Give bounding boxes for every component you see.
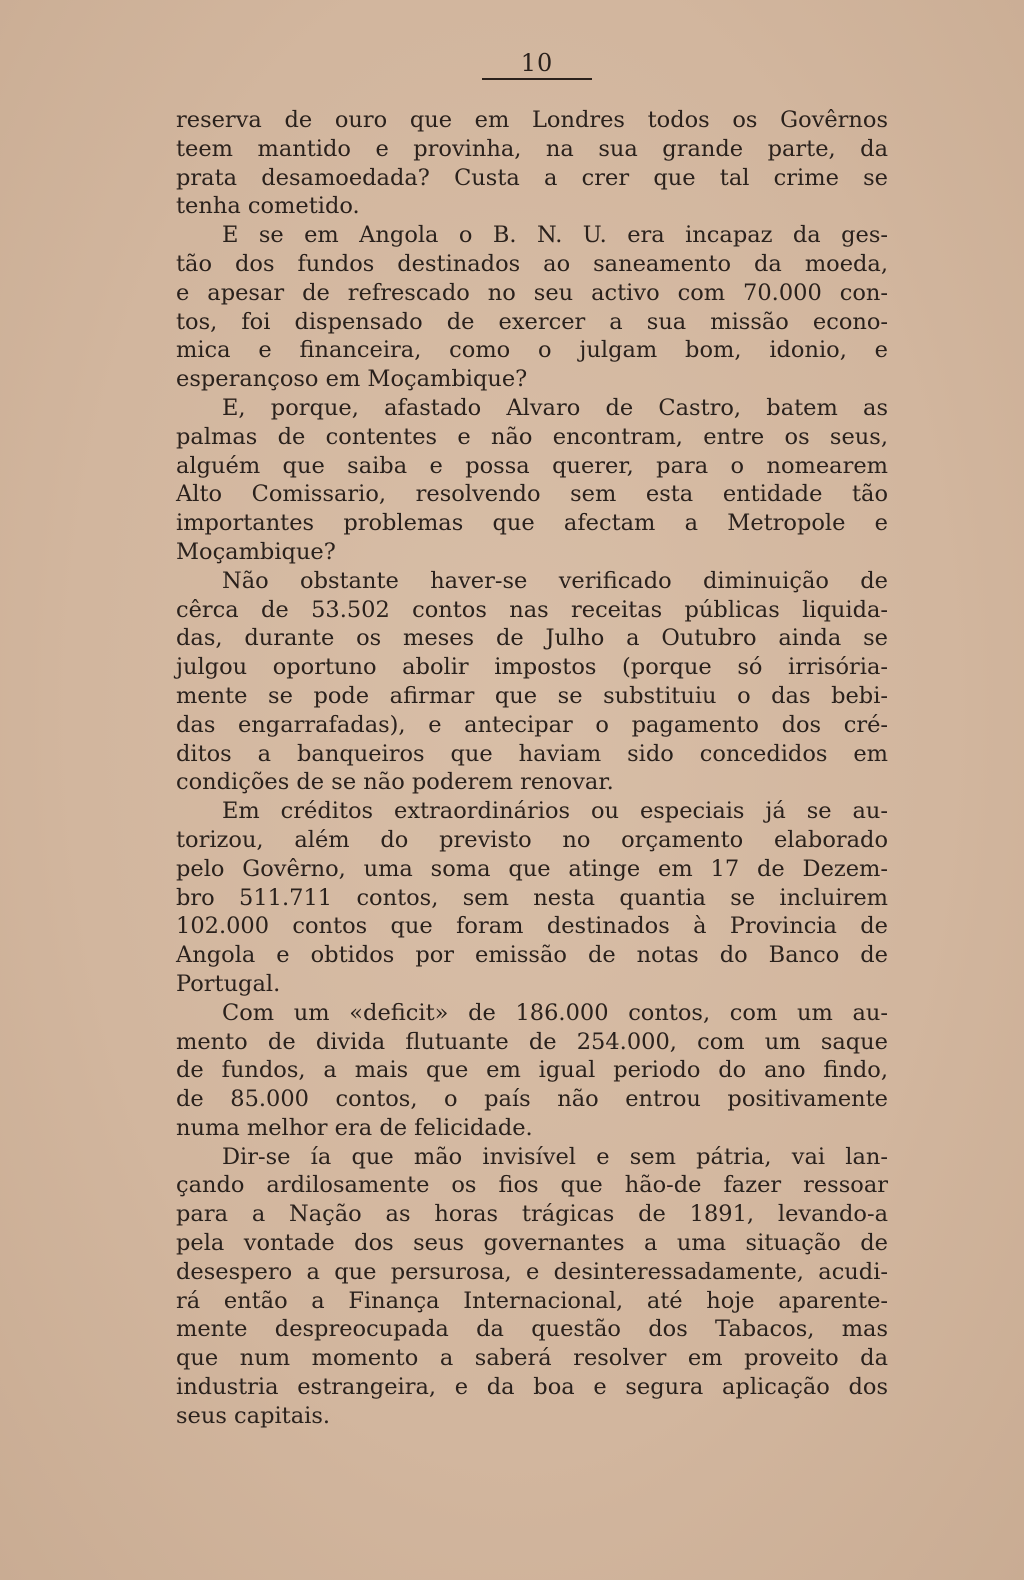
text-line: prata desamoedada? Custa a crer que tal crime se (176, 164, 888, 191)
text-line: das, durante os meses de Julho a Outubro ainda se (176, 625, 888, 652)
text-line: de fundos, a mais que em igual periodo do ano findo, (176, 1057, 888, 1084)
text-line: seus capitais. (176, 1402, 331, 1429)
text-line: cêrca de 53.502 contos nas receitas públicas liquida- (176, 596, 888, 623)
text-line: Em créditos extraordinários ou especiais já se au- (222, 798, 888, 825)
text-line: importantes problemas que afectam a Metropole e (176, 510, 888, 537)
paragraph (176, 999, 888, 1143)
text-line: Alto Comissario, resolvendo sem esta entidade tão (176, 481, 888, 508)
text-line: desespero a que persurosa, e desinteressadamente, acudi- (176, 1258, 888, 1285)
text-line: e apesar de refrescado no seu activo com 70.000 con- (176, 279, 888, 306)
text-line: mento de divida flutuante de 254.000, com um saque (176, 1028, 888, 1055)
text-line: tão dos fundos destinados ao saneamento da moeda, (176, 250, 888, 277)
text-line: mente se pode afirmar que se substituiu o das bebi- (176, 682, 888, 709)
text-line: 102.000 contos que foram destinados à Provincia de (176, 913, 888, 940)
text-line: bro 511.711 contos, sem nesta quantia se incluirem (176, 884, 888, 911)
text-line: pela vontade dos seus governantes a uma situação de (176, 1230, 888, 1257)
text-line: teem mantido e provinha, na sua grande parte, da (176, 135, 888, 162)
paragraph (176, 221, 888, 394)
page-number-rule (482, 78, 592, 80)
text-line: rá então a Finança Internacional, até hoje aparente- (176, 1287, 888, 1314)
text-line: industria estrangeira, e da boa e segura aplicação dos (176, 1374, 888, 1401)
paragraph (176, 394, 888, 567)
text-line: mica e financeira, como o julgam bom, idonio, e (176, 337, 888, 364)
text-line: para a Nação as horas trágicas de 1891, levando-a (176, 1201, 888, 1228)
text-line: condições de se não poderem renovar. (176, 769, 614, 796)
text-line: de 85.000 contos, o país não entrou positivamente (176, 1086, 888, 1113)
paragraph (176, 1143, 888, 1431)
text-line: ditos a banqueiros que haviam sido concedidos em (176, 740, 888, 767)
text-line: torizou, além do previsto no orçamento elaborado (176, 826, 888, 853)
text-line: E, porque, afastado Alvaro de Castro, batem as (222, 394, 888, 421)
text-line: Moçambique? (176, 538, 336, 565)
text-line: tenha cometido. (176, 193, 360, 220)
text-line: Angola e obtidos por emissão de notas do Banco de (176, 942, 888, 969)
text-line: Portugal. (176, 970, 281, 997)
text-line: palmas de contentes e não encontram, entre os seus, (176, 423, 888, 450)
text-line: das engarrafadas), e antecipar o pagamento dos cré- (176, 711, 888, 738)
paragraph (176, 567, 888, 797)
text-line: reserva de ouro que em Londres todos os Govêrnos (176, 107, 888, 133)
text-line: alguém que saiba e possa querer, para o nomearem (176, 452, 888, 479)
text-line: Dir-se ía que mão invisível e sem pátria, vai lan- (222, 1143, 888, 1170)
text-line: Com um «deficit» de 186.000 contos, com um au- (222, 999, 888, 1026)
paragraph (176, 106, 888, 221)
text-line: E se em Angola o B. N. U. era incapaz da ges- (222, 222, 888, 249)
page-number: 10 (520, 49, 554, 77)
text-line: çando ardilosamente os fios que hão-de fazer ressoar (176, 1172, 888, 1199)
text-line: tos, foi dispensado de exercer a sua missão econo- (176, 308, 888, 335)
text-line: pelo Govêrno, uma soma que atinge em 17 de Dezem- (176, 855, 888, 882)
text-line: esperançoso em Moçambique? (176, 366, 528, 393)
text-line: Não obstante haver-se verificado diminuição de (222, 567, 888, 594)
body-text (176, 106, 888, 1431)
paragraph (176, 797, 888, 999)
text-line: numa melhor era de felicidade. (176, 1114, 533, 1141)
text-line: julgou oportuno abolir impostos (porque só irrisória- (176, 654, 888, 681)
text-line: que num momento a saberá resolver em proveito da (176, 1345, 888, 1372)
text-line: mente despreocupada da questão dos Tabacos, mas (176, 1316, 888, 1343)
